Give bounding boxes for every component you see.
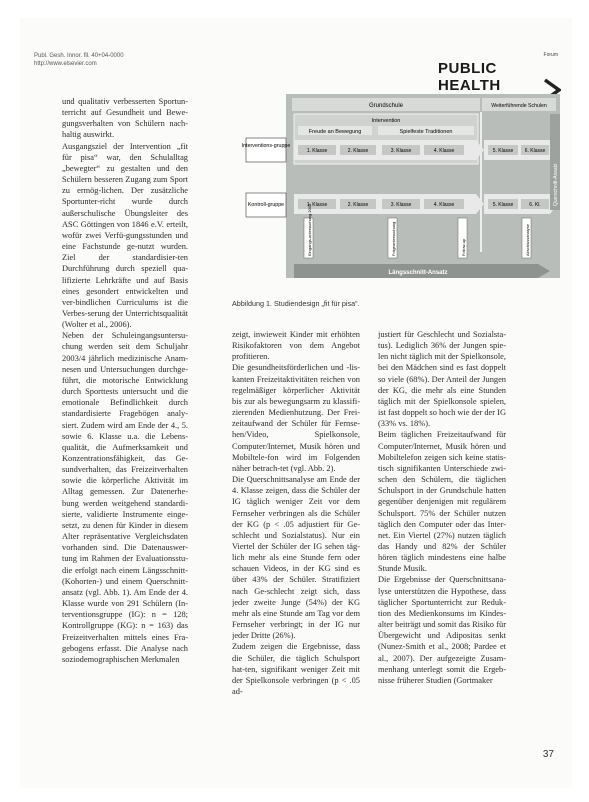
paragraph: Neben der Schuleingangsuntersu-chung werden seit dem Schuljahr 2003/4 jährlich medizinische Anam-nesen und Untersuchungen durchge-führt, die motorische Entwicklung durch Sporttests untersucht und die emotionale Befindlichkeit durch standardisierte Fragebögen analy-siert. Zudem wird am Ende der 4., 5. sowie 6. Klasse u.a. die Lebens-qualität, die Aufmerksamkeit und Konzentrationsfähigkeit, das Ge-sundverhalten, das Freizeitverhalten sowie die körperliche Aktivität im Alltag gemessen. Zur Datenerhe-bung werden weitgehend standardi-sierte, validierte Instrumente einge-setzt, zu denen für Kinder in diesem Alter repräsentative Vergleichsdaten vorhanden sind. Die Datenauswer-tung im Rahmen der Evaluationsstu-die erfolgt nach einem Längsschnitt-(Kohorten-) und einem Querschnitt-ansatz (vgl. Abb. 1). Am Ende der 4. Klasse wurde von 291 Schülern (In-terventionsgruppe (IG): n = 128; Kontrollgruppe (KG): n = 163) das Freizeitverhalten mittels eines Fra-gebogens erfasst. Die Analyse nach soziodemographischen Merkmalen: [62, 331, 188, 664]
intervention-label: Intervention: [371, 118, 401, 124]
header-citation: [34, 53, 124, 68]
header-citation-line1: Publ. Gesh. Innor. fll. 40+04-0000: [34, 53, 124, 59]
figure-caption: Abbildung 1. Studiendesign „fit für pisa“.: [232, 299, 360, 308]
journal-logo-subtitle: Forum: [543, 52, 558, 58]
journal-logo-title: PUBLIC HEALTH: [438, 60, 501, 94]
kg-class-5-label: 5. Klasse: [492, 202, 514, 208]
measurement-bar-2-label: Folgeuntersuchung: [391, 221, 396, 256]
interventionsgruppe-label: Interventions-gruppe: [241, 143, 291, 149]
kg-class-4-label: 4. Klasse: [433, 202, 455, 208]
paragraph: Beim täglichen Freizeitaufwand für Computer/Internet, Musik hören und Mobiltelefon zeigen sich keine statis-tisch signifikanten Unterschiede zwi-schen den Schülern, die täglichen Schulsport in der Grundschule hatten gegenüber denjenigen mit regulärem Schulsport. 75% der Schüler nutzen täglich den Computer oder das Inter-net. Ein Viertel (27%) nutzen täglich das Handy und 82% der Schüler hören täglich mindestens eine halbe Stunde Musik.: [378, 430, 506, 574]
kg-class-1-label: 1. Klasse: [306, 202, 328, 208]
interventionsgruppe-box: [246, 138, 286, 162]
weiterfuehrende-label: Weiterführende Schulen: [491, 103, 547, 109]
measurement-bar-4-label: Abschlussanalyse: [525, 223, 530, 256]
paragraph: und qualitativ verbesserten Sportun-terricht auf Gesundheit und Bewe-gungsverhalten von Schülern nach-haltig auswirkt.: [62, 97, 188, 140]
kg-class-3-label: 3. Klasse: [390, 202, 412, 208]
grundschule-label: Grundschule: [368, 103, 404, 109]
page-number: 37: [542, 749, 554, 760]
text-column-1: [62, 96, 188, 764]
text-column-2: [232, 329, 360, 766]
header-citation-url: http://www.elsevier.com: [34, 60, 97, 67]
paragraph: Die Querschnittsanalyse am Ende der 4. Klasse zeigen, dass die Schüler der IG täglich weniger Zeit vor dem Fernseher verbringen als die Schüler der KG (p < .05 adjustiert für Ge-schlecht und Sozialstatus). Nur ein Viertel der Schüler der IG sehen täg-lich mehr als eine Stunde fern oder schauen Videos, in der KG sind es über 43% der Schüler. Stratifiziert nach Ge-schlecht zeigt sich, dass jeder zweite Junge (54%) der KG mehr als eine Stunde am Tag vor dem Fernseher verbringt; in der IG nur jeder Dritte (26%).: [232, 475, 360, 641]
langsschnitt-label: Längsschnitt-Ansatz: [388, 270, 448, 276]
ig-class-3-label: 3. Klasse: [390, 148, 412, 154]
study-design-diagram: [232, 94, 562, 294]
ig-class-2-label: 2. Klasse: [347, 148, 369, 154]
measurement-bar-3-label: Follow-up: [461, 238, 466, 256]
ig-class-1-label: 1. Klasse: [306, 148, 328, 154]
freude-label: Freude an Bewegung: [308, 129, 362, 135]
kg-class-6-label: 6. Kl.: [529, 202, 541, 208]
school-divider: [480, 112, 482, 252]
paragraph: zeigt, inwieweit Kinder mit erhöhten Risikofaktoren von dem Angebot profitieren.: [232, 330, 360, 362]
paragraph: justiert für Geschlecht und Sozialsta-tus). Lediglich 36% der Jungen spie-len nicht täglich mit der Spielkonsole, bei den Mädchen sind es fast doppelt so viele (68%). Der Anteil der Jungen der KG, die mehr als eine Stunden täglich mit der Spielkonsole spielen, ist fast doppelt so hoch wie der der IG (33% vs. 18%).: [378, 330, 506, 429]
querschnitt-label: Querschnitt-Ansatz: [553, 163, 559, 206]
paragraph: Die Ergebnisse der Querschnittsana-lyse unterstützen die Hypothese, dass täglicher Sportunterricht zur Reduk-tion des Medienkonsums im Kindes-alter beiträgt und somit das Risiko für Übergewicht und Adipositas senkt (Nunez-Smith et al., 2008; Pardee et al., 2007). Der aufgezeigte Zusam-menhang unterlegt somit die Ergeb-nisse früherer Studien (Gortmaker: [378, 575, 506, 685]
paragraph: Ausgangsziel der Intervention „fit für pisa“ war, den Schulalltag „bewegter“ zu gestalten und den Schülern besseren Zugang zum Sport zu ermög-lichen. Der zusätzliche Sportunter-richt wurde durch außerschulische Übungsleiter des ASC Göttingen von 1846 e.V. erteilt, wofür zwei Verfü-gungsstunden und eine Fachstunde ge-nutzt wurden. Ziel der standardisier-ten Durchführung durch speziell qua-lifizierte Lehrkräfte und auf Basis eines gesondert entwickelten und ver-bindlichen Curriculums ist die Verbes-serung der Unterrichtsqualität (Wolter et al., 2006).: [62, 141, 188, 330]
kontrollgruppe-label: Kontroll-gruppe: [247, 202, 285, 208]
ig-class-5-label: 5. Klasse: [492, 148, 514, 154]
journal-page: [20, 18, 572, 788]
text-column-3: [378, 329, 506, 766]
spielfeste-label: Spielfeste Traditionen: [399, 129, 453, 135]
kg-class-2-label: 2. Klasse: [347, 202, 369, 208]
study-design-figure: [232, 94, 562, 294]
journal-logo: [438, 52, 558, 94]
ig-class-6-label: 6. Klasse: [524, 148, 546, 154]
paragraph: Die gesundheitsförderlichen und -lis-kanten Freizeitaktivitäten reichen von regelmäßiger körperlicher Aktivität bis zur als bewegungsarm zu klassifi-zierenden Medienhutzung. Der Frei-zeitaufwand der Schüler für Fernse-hen/Video, Spielkonsole, Computer/Internet, Musik hören und Mobiltele-fon wird im Folgenden näher betrach-tet (vgl. Abb. 2).: [232, 363, 360, 473]
measurement-bar-1-label: Eingangs-untersuchung 2003: [307, 203, 312, 256]
ig-class-4-label: 4. Klasse: [433, 148, 455, 154]
paragraph: Zudem zeigen die Ergebnisse, dass die Schüler, die täglich Schulsport hat-ten, signifikant weniger Zeit mit der Spielkonsole verbringen (p < .05 ad-: [232, 642, 360, 696]
